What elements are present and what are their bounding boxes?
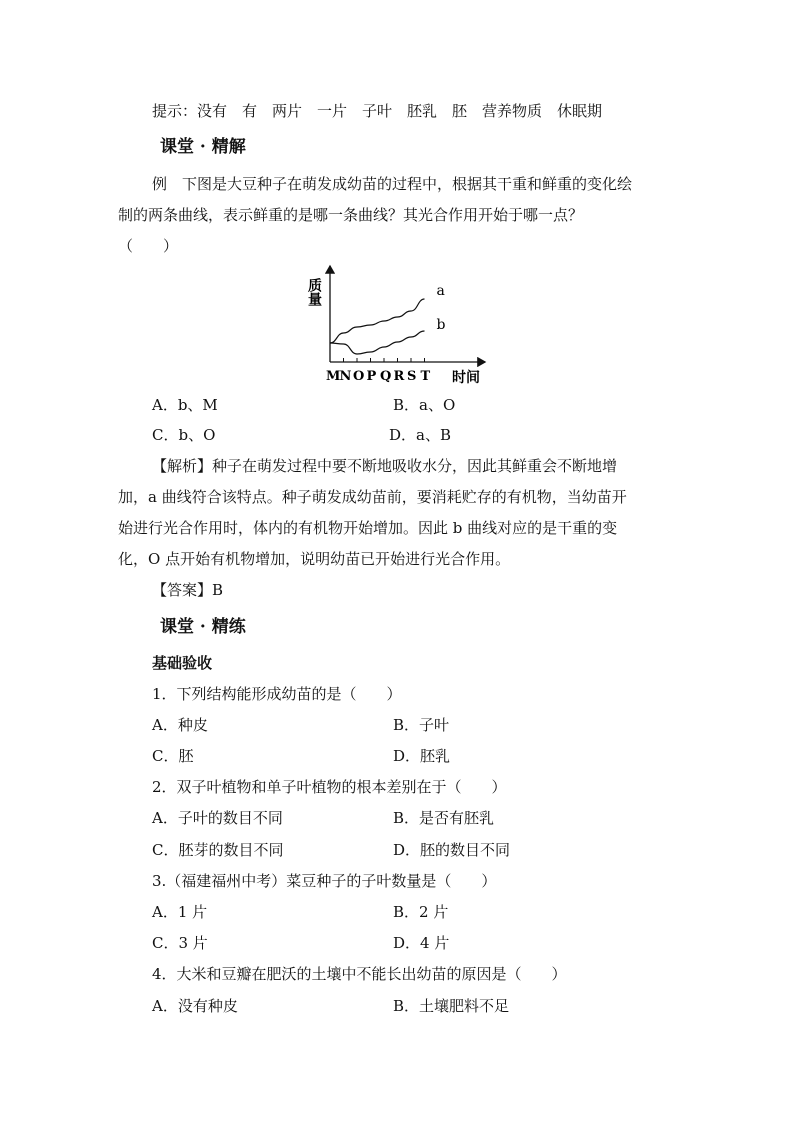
mass-time-chart [300, 258, 500, 388]
x-tick-label-r: R [393, 369, 405, 384]
q1-option-b: B．子叶 [393, 716, 450, 734]
x-tick-label-s: S [407, 369, 417, 384]
q1-option-d: D．胚乳 [393, 747, 451, 765]
basic-check-heading: 基础验收 [152, 654, 213, 672]
example-option-a: A．b、M [152, 396, 218, 414]
y-axis-label: 质量 [306, 278, 322, 306]
x-tick-label-t: T [420, 369, 431, 384]
x-tick-label-m: M [326, 369, 341, 384]
section-title-practice: 课堂 · 精练 [160, 617, 246, 637]
q3-option-a: A．1 片 [152, 903, 208, 921]
analysis-line-3: 始进行光合作用时，体内的有机物开始增加。因此 b 曲线对应的是干重的变 [118, 519, 618, 537]
example-option-d: D．a、B [389, 426, 451, 444]
analysis-line-2: 加，a 曲线符合该特点。种子萌发成幼苗前，要消耗贮存的有机物，当幼苗开 [118, 488, 627, 506]
series-a-line [330, 299, 425, 343]
answer-line: 【答案】B [152, 581, 224, 599]
example-line-3: （ ） [118, 237, 179, 255]
analysis-line-4: 化，O 点开始有机物增加，说明幼苗已开始进行光合作用。 [118, 550, 511, 568]
q2-option-b: B．是否有胚乳 [393, 809, 495, 827]
q1-option-a: A．种皮 [152, 716, 208, 734]
chart-svg [300, 258, 500, 388]
question-1: 1．下列结构能形成幼苗的是（ ） [152, 685, 402, 703]
q2-option-d: D．胚的数目不同 [393, 841, 511, 859]
q3-option-b: B．2 片 [393, 903, 449, 921]
q3-option-d: D．4 片 [393, 934, 450, 952]
x-tick-label-o: O [353, 369, 365, 384]
q3-option-c: C．3 片 [152, 934, 208, 952]
q1-option-c: C．胚 [152, 747, 194, 765]
analysis-line-1: 【解析】种子在萌发过程中要不断地吸收水分，因此其鲜重会不断地增 [152, 457, 618, 475]
series-b-line [330, 331, 425, 354]
example-option-c: C．b、O [152, 426, 216, 444]
x-tick-label-n: N [339, 369, 352, 384]
series-b-label: b [436, 317, 446, 333]
x-tick-label-p: P [366, 369, 377, 384]
q2-option-c: C．胚芽的数目不同 [152, 841, 284, 859]
q2-option-a: A．子叶的数目不同 [152, 809, 283, 827]
example-line-1: 例 下图是大豆种子在萌发成幼苗的过程中，根据其干重和鲜重的变化绘 [152, 175, 633, 193]
section-title-explain: 课堂 · 精解 [160, 137, 246, 157]
question-3: 3.（福建福州中考）菜豆种子的子叶数量是（ ） [152, 872, 497, 890]
question-2: 2．双子叶植物和单子叶植物的根本差别在于（ ） [152, 778, 507, 796]
example-line-2: 制的两条曲线，表示鲜重的是哪一条曲线？其光合作用开始于哪一点？ [118, 206, 584, 224]
question-4: 4．大米和豆瓣在肥沃的土壤中不能长出幼苗的原因是（ ） [152, 965, 567, 983]
series-a-label: a [436, 283, 445, 299]
hint-line: 提示：没有 有 两片 一片 子叶 胚乳 胚 营养物质 休眠期 [152, 102, 603, 120]
x-tick-label-q: Q [380, 369, 392, 384]
example-option-b: B．a、O [393, 396, 456, 414]
x-axis-label: 时间 [452, 370, 480, 386]
q4-option-a: A．没有种皮 [152, 997, 238, 1015]
q4-option-b: B．土壤肥料不足 [393, 997, 510, 1015]
